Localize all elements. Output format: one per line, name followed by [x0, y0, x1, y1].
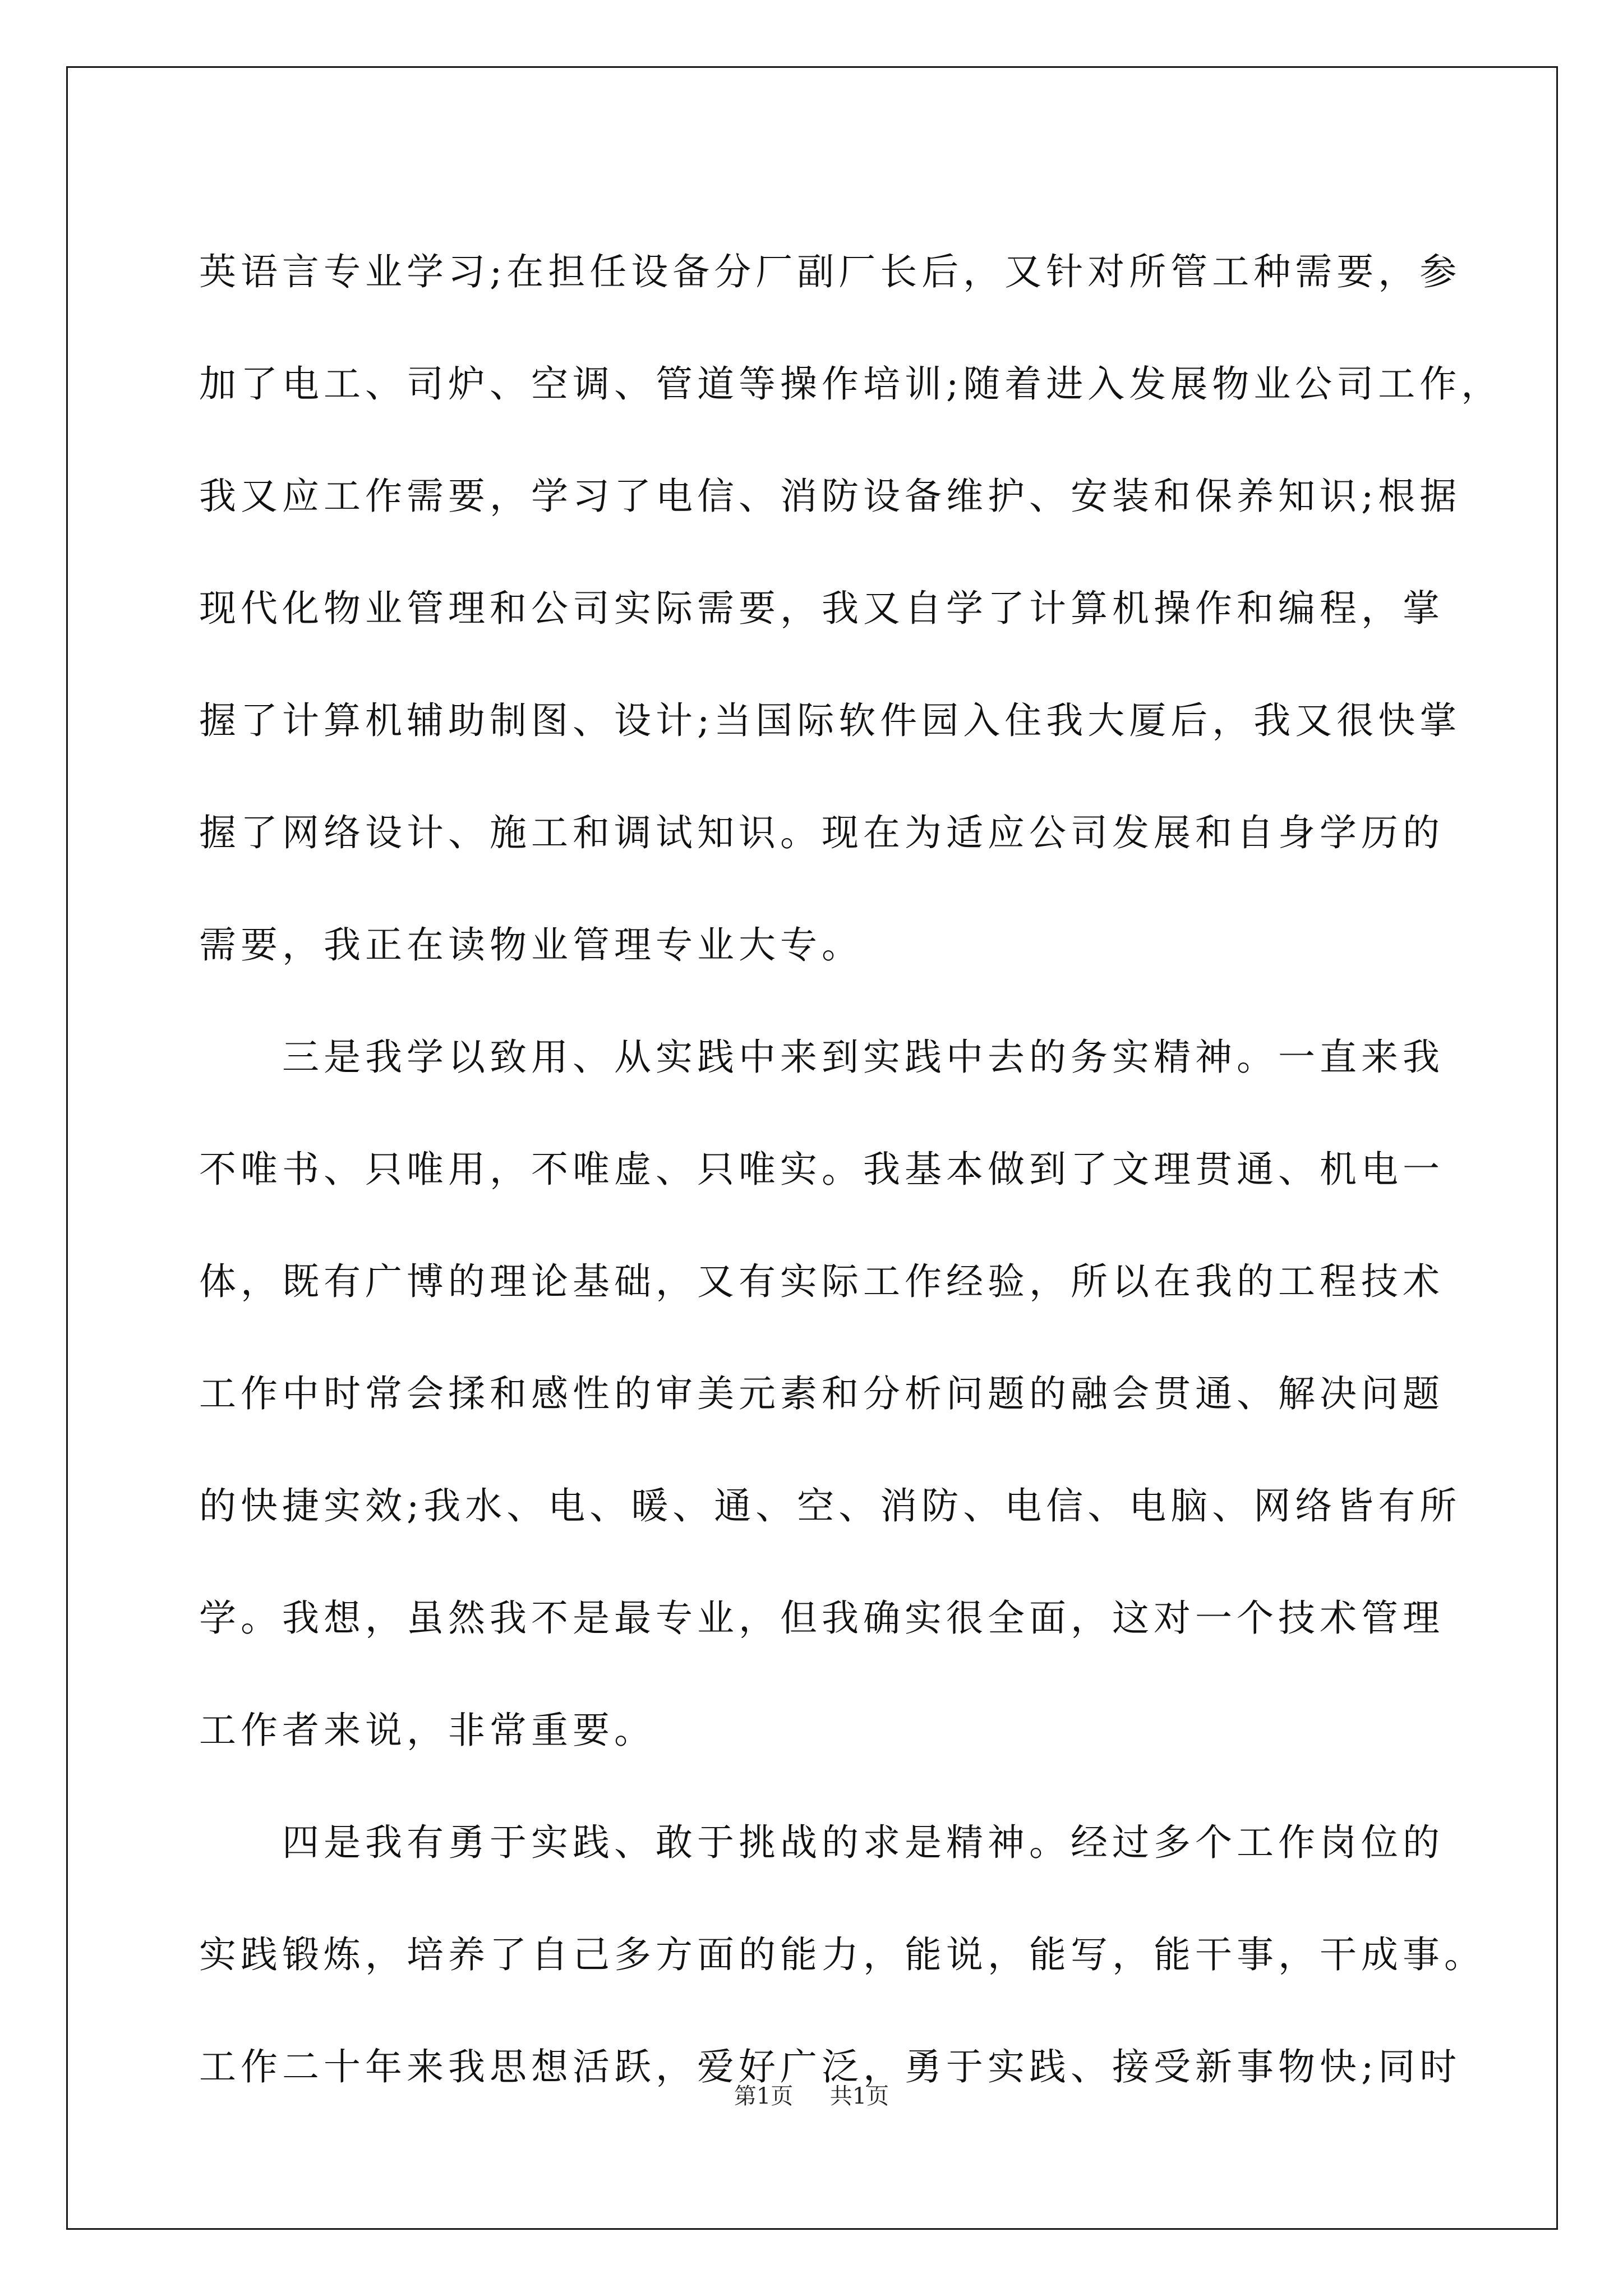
text-line: 不唯书、只唯用，不唯虚、只唯实。我基本做到了文理贯通、机电一	[199, 1148, 1444, 1191]
page-footer	[0, 2078, 1623, 2110]
text-line: 四是我有勇于实践、敢于挑战的求是精神。经过多个工作岗位的	[199, 1821, 1444, 1864]
document-body	[199, 216, 1503, 2123]
text-line: 我又应工作需要，学习了电信、消防设备维护、安装和保养知识;根据	[199, 475, 1461, 518]
text-line: 三是我学以致用、从实践中来到实践中去的务实精神。一直来我	[199, 1036, 1444, 1079]
page-total: 共1页	[829, 2083, 889, 2109]
text-line: 学。我想，虽然我不是最专业，但我确实很全面，这对一个技术管理	[199, 1596, 1444, 1640]
text-line: 工作二十年来我思想活跃，爱好广泛，勇于实践、接受新事物快;同时	[199, 2045, 1461, 2088]
text-line: 体，既有广博的理论基础，又有实际工作经验，所以在我的工程技术	[199, 1260, 1444, 1303]
page-number: 第1页	[734, 2083, 794, 2109]
text-line: 工作者来说，非常重要。	[199, 1709, 656, 1752]
text-line: 工作中时常会揉和感性的审美元素和分析问题的融会贯通、解决问题	[199, 1372, 1444, 1415]
text-line: 的快捷实效;我水、电、暖、通、空、消防、电信、电脑、网络皆有所	[199, 1484, 1461, 1527]
text-line: 握了计算机辅助制图、设计;当国际软件园入住我大厦后，我又很快掌	[199, 699, 1461, 742]
text-line: 需要，我正在读物业管理专业大专。	[199, 923, 863, 967]
text-line: 现代化物业管理和公司实际需要，我又自学了计算机操作和编程，掌	[199, 587, 1444, 630]
text-line: 英语言专业学习;在担任设备分厂副厂长后，又针对所管工种需要，参	[199, 250, 1461, 293]
text-line: 实践锻炼，培养了自己多方面的能力，能说，能写，能干事，干成事。	[199, 1933, 1486, 1976]
text-line: 加了电工、司炉、空调、管道等操作培训;随着进入发展物业公司工作，	[199, 362, 1503, 406]
text-line: 握了网络设计、施工和调试知识。现在为适应公司发展和自身学历的	[199, 811, 1444, 854]
